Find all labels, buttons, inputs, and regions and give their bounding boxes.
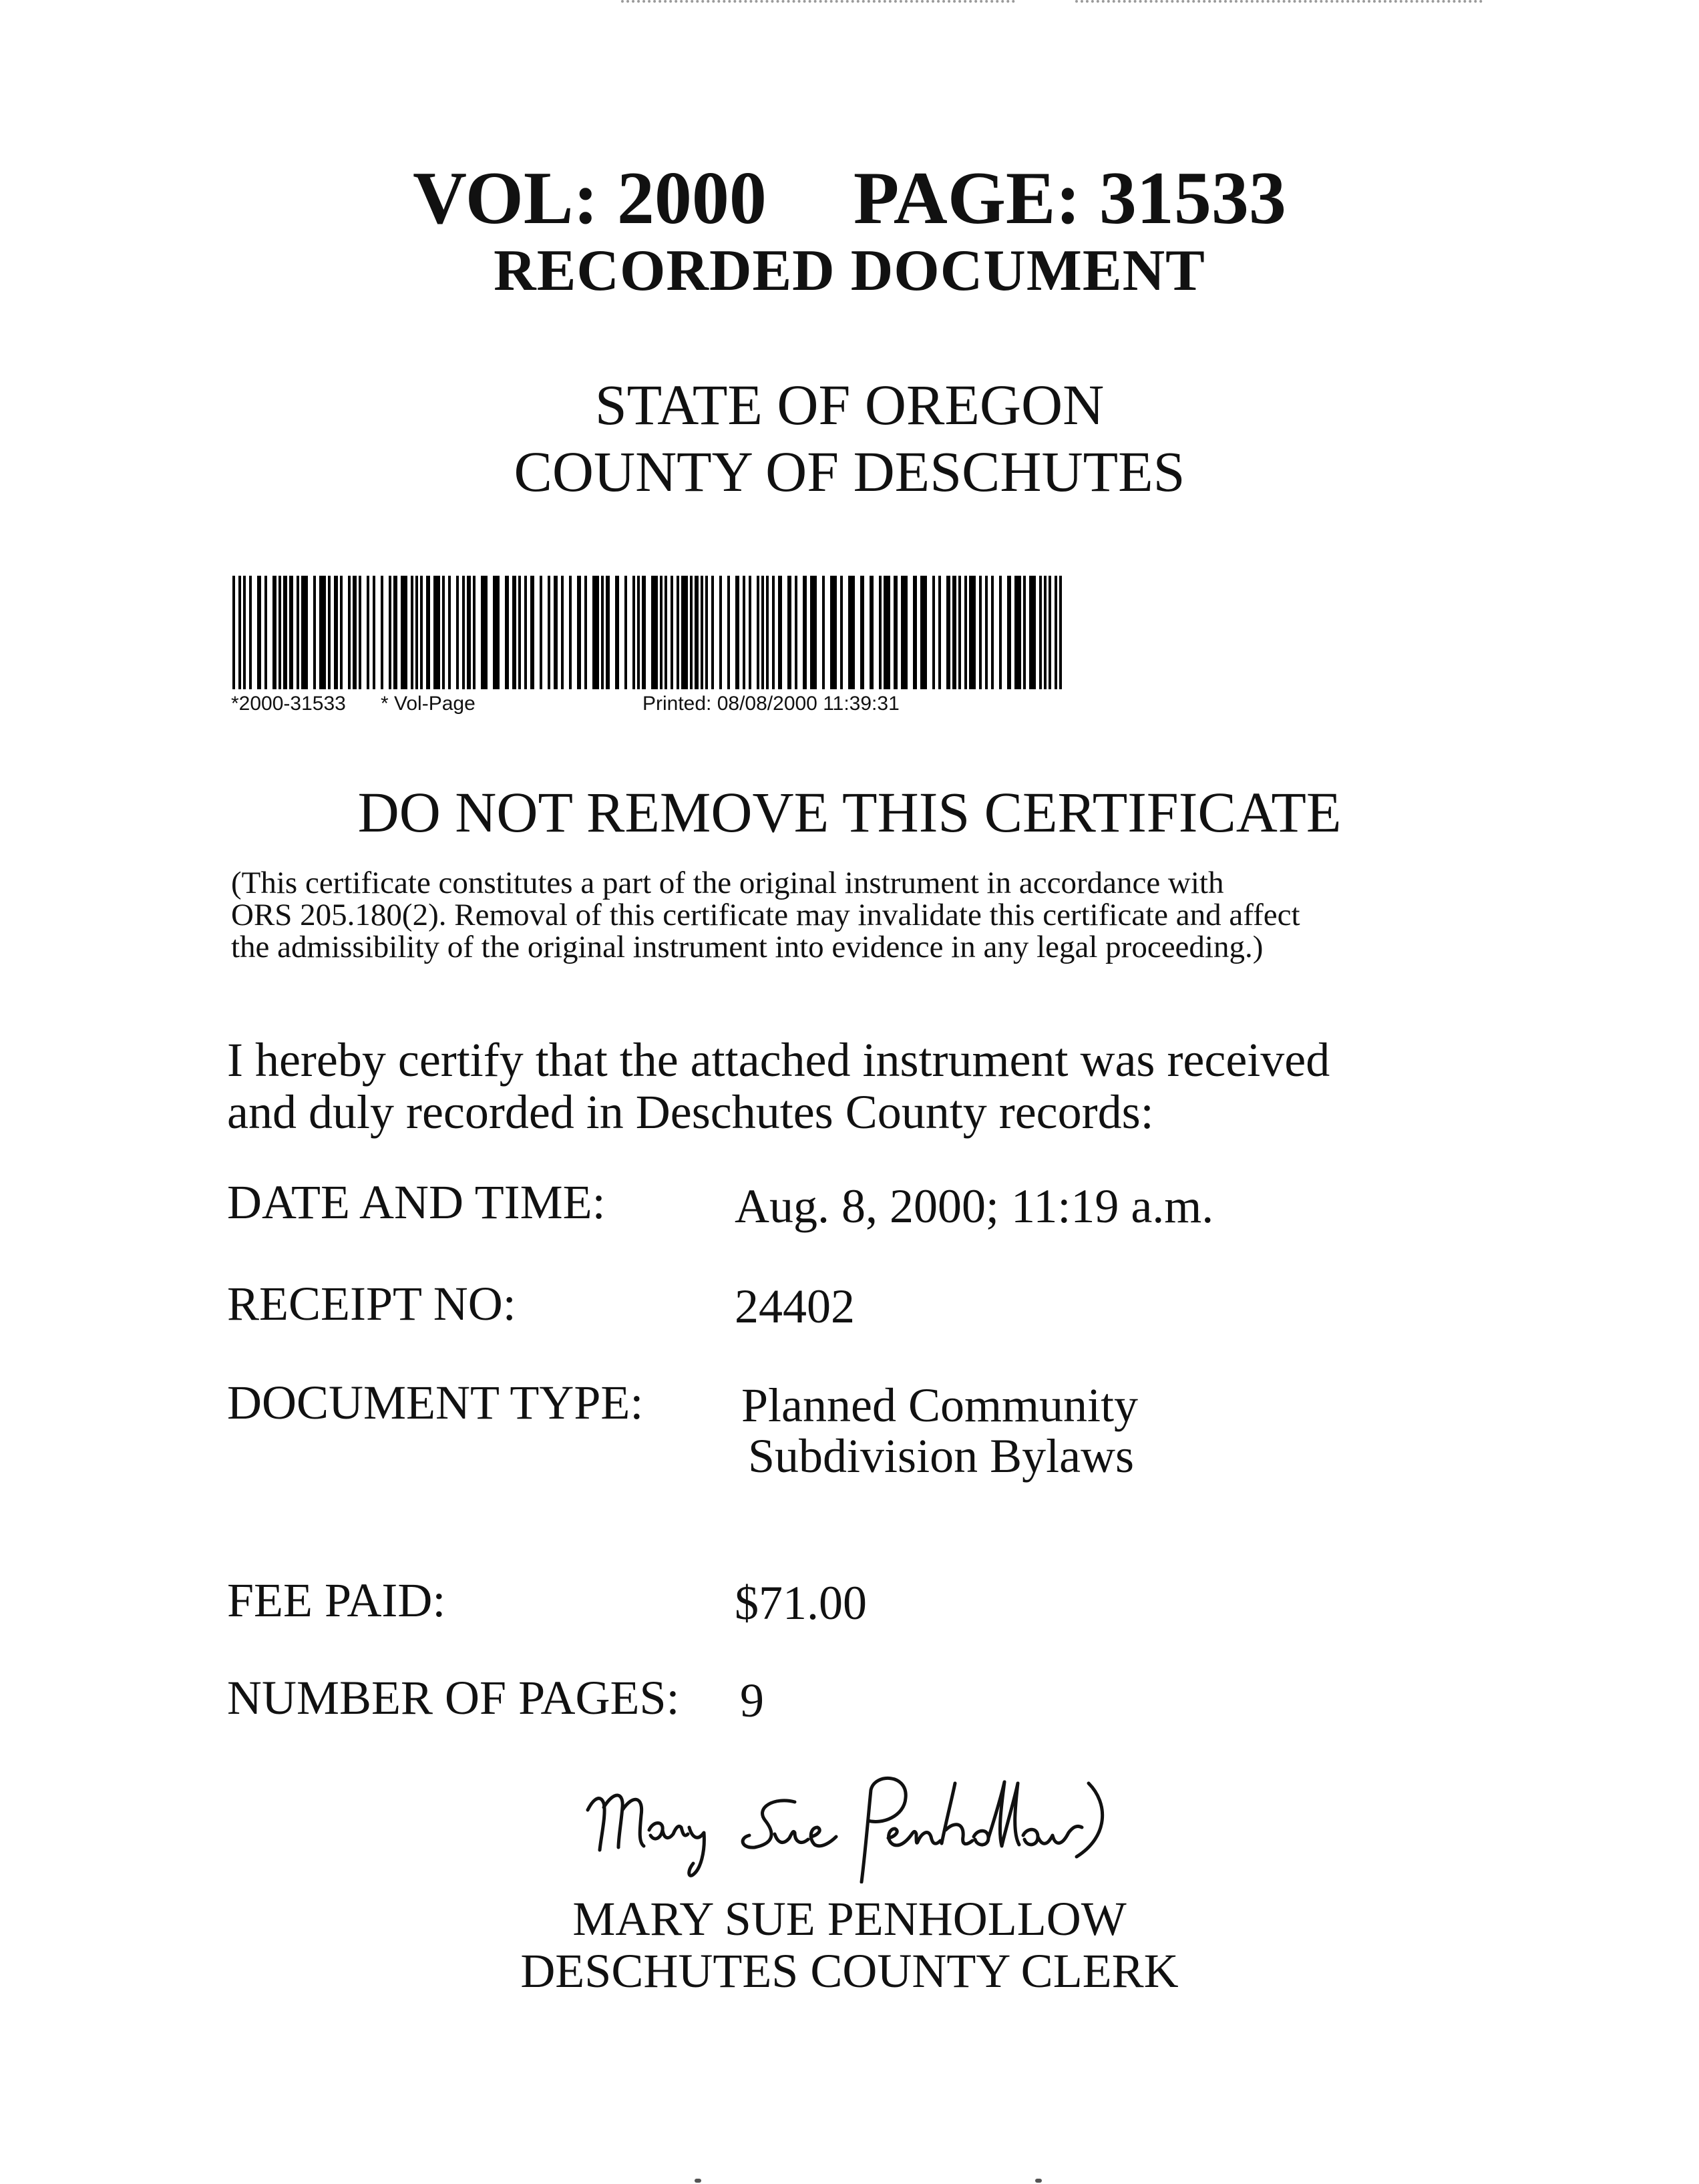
barcode-bar — [778, 576, 782, 689]
barcode-bar — [879, 576, 882, 689]
barcode-bar — [393, 576, 397, 689]
signer-name: MARY SUE PENHOLLOW — [572, 1892, 1127, 1946]
barcode-bar — [1044, 576, 1047, 689]
warning-line: ORS 205.180(2). Removal of this certificate may invalidate this certificate and affect — [231, 898, 1300, 932]
barcode-bar — [592, 576, 599, 689]
number-of-pages-value: 9 — [740, 1674, 764, 1727]
barcode-bar — [426, 576, 430, 689]
barcode-bar — [313, 576, 316, 689]
barcode-bar — [946, 576, 950, 689]
barcode-bar — [584, 576, 587, 689]
barcode-bar — [1023, 576, 1026, 689]
barcode-bar — [999, 576, 1002, 689]
barcode-bar — [420, 576, 423, 689]
barcode-bar — [359, 576, 361, 689]
barcode-bar — [283, 576, 287, 689]
barcode-bar — [462, 576, 465, 689]
receipt-number-label: RECEIPT NO: — [227, 1277, 516, 1330]
date-time-value: Aug. 8, 2000; 11:19 a.m. — [735, 1179, 1214, 1233]
barcode-bar — [1039, 576, 1042, 689]
recorded-document-heading: RECORDED DOCUMENT — [494, 238, 1205, 303]
barcode-bar — [795, 576, 797, 689]
barcode-bar — [348, 576, 351, 689]
barcode-bar — [727, 576, 730, 689]
barcode-bar — [1055, 576, 1057, 689]
barcode-bar — [964, 576, 967, 689]
barcode-bar — [505, 576, 509, 689]
barcode-bar — [554, 576, 558, 689]
fee-paid-label: FEE PAID: — [227, 1574, 446, 1627]
barcode-bar — [530, 576, 534, 689]
barcode-bar — [701, 576, 703, 689]
barcode-bar — [637, 576, 640, 689]
document-type-value-line-1: Planned Community — [741, 1379, 1138, 1432]
barcode-bar — [353, 576, 357, 689]
barcode-bar — [848, 576, 855, 689]
barcode-bar — [870, 576, 874, 689]
barcode-bar — [681, 576, 688, 689]
barcode-bar — [705, 576, 708, 689]
barcode-bar — [677, 576, 679, 689]
barcode-bar — [301, 576, 308, 689]
bottom-edge-mark-right — [1035, 2179, 1042, 2183]
barcode-bar — [671, 576, 673, 689]
barcode-bar — [577, 576, 581, 689]
barcode-bar — [743, 576, 745, 689]
barcode-bar — [467, 576, 471, 689]
barcode-bar — [456, 576, 459, 689]
barcode-bar — [606, 576, 610, 689]
barcode-bar — [787, 576, 791, 689]
barcode-bar — [367, 576, 369, 689]
barcode-bar — [1029, 576, 1036, 689]
warning-line: the admissibility of the original instrument into evidence in any legal proceeding.) — [231, 930, 1264, 964]
barcode-bar — [297, 576, 299, 689]
barcode-bar — [991, 576, 994, 689]
page-label: PAGE: 31533 — [853, 157, 1286, 240]
barcode-bar — [561, 576, 564, 689]
top-edge-dotted-mark-left — [621, 0, 1015, 3]
warning-notice — [231, 867, 1500, 963]
barcode-bar — [493, 576, 500, 689]
barcode-bar — [665, 576, 667, 689]
barcode-bar — [264, 576, 267, 689]
barcode-bar — [761, 576, 764, 689]
state-name: STATE OF OREGON — [594, 373, 1105, 437]
barcode-bar — [952, 576, 956, 689]
barcode-bar — [289, 576, 293, 689]
certification-statement — [227, 1034, 1536, 1138]
barcode-bar — [772, 576, 775, 689]
document-type-value-line-2: Subdivision Bylaws — [748, 1429, 1135, 1483]
barcode-bar — [319, 576, 326, 689]
barcode-bar — [381, 576, 383, 689]
barcode-bar — [415, 576, 418, 689]
barcode-bar — [601, 576, 604, 689]
barcode-bar — [766, 576, 769, 689]
barcode-bar — [932, 576, 935, 689]
barcode-bar — [334, 576, 338, 689]
warning-heading: DO NOT REMOVE THIS CERTIFICATE — [357, 780, 1342, 844]
barcode-bar — [257, 576, 261, 689]
barcode-bar — [958, 576, 961, 689]
barcode — [232, 576, 1062, 689]
handwritten-signature — [574, 1763, 1122, 1883]
barcode-bar — [481, 576, 488, 689]
barcode-bar — [749, 576, 751, 689]
barcode-bar — [1007, 576, 1011, 689]
barcode-bar — [920, 576, 927, 689]
barcode-bar — [615, 576, 619, 689]
barcode-bar — [803, 576, 807, 689]
certification-line: I hereby certify that the attached instrument was received — [227, 1033, 1330, 1087]
barcode-bar — [548, 576, 550, 689]
barcode-bar — [1049, 576, 1051, 689]
barcode-bar — [840, 576, 843, 689]
barcode-bar — [860, 576, 864, 689]
date-time-label: DATE AND TIME: — [227, 1175, 606, 1229]
barcode-bar — [894, 576, 898, 689]
barcode-bar — [719, 576, 722, 689]
barcode-bar — [389, 576, 391, 689]
barcode-bar — [524, 576, 527, 689]
barcode-bar — [651, 576, 658, 689]
barcode-bar — [448, 576, 451, 689]
barcode-bar — [373, 576, 375, 689]
barcode-bar — [272, 576, 276, 689]
barcode-bar — [660, 576, 663, 689]
barcode-bar — [938, 576, 941, 689]
barcode-bar — [512, 576, 516, 689]
barcode-bar — [1059, 576, 1062, 689]
barcode-bar — [473, 576, 476, 689]
barcode-bar — [433, 576, 440, 689]
barcode-bar — [632, 576, 635, 689]
barcode-bar — [969, 576, 976, 689]
document-type-label: DOCUMENT TYPE: — [227, 1376, 644, 1429]
barcode-bar — [401, 576, 407, 689]
county-name: COUNTY OF DESCHUTES — [514, 439, 1185, 504]
barcode-bar — [411, 576, 413, 689]
barcode-bar — [695, 576, 699, 689]
barcode-bar — [442, 576, 445, 689]
barcode-bar — [913, 576, 917, 689]
bottom-edge-mark-left — [695, 2179, 701, 2183]
barcode-bar — [328, 576, 331, 689]
volume-label: VOL: 2000 — [413, 157, 767, 240]
barcode-bar — [518, 576, 521, 689]
barcode-bar — [979, 576, 982, 689]
barcode-bar — [232, 576, 235, 689]
barcode-bar — [642, 576, 646, 689]
barcode-bar — [243, 576, 246, 689]
warning-line: (This certificate constitutes a part of the original instrument in accordance with — [231, 866, 1224, 900]
barcode-bar — [278, 576, 281, 689]
number-of-pages-label: NUMBER OF PAGES: — [227, 1671, 680, 1724]
fee-paid-value: $71.00 — [735, 1576, 867, 1630]
volume-page-heading — [0, 155, 1699, 242]
barcode-bar — [830, 576, 837, 689]
signer-title: DESCHUTES COUNTY CLERK — [520, 1944, 1179, 1998]
top-edge-dotted-mark-right — [1075, 0, 1483, 3]
barcode-bar — [757, 576, 759, 689]
barcode-bar — [985, 576, 988, 689]
barcode-type: * Vol-Page — [381, 693, 476, 715]
certification-line: and duly recorded in Deschutes County records: — [227, 1085, 1154, 1139]
barcode-bar — [822, 576, 825, 689]
barcode-bar — [569, 576, 572, 689]
barcode-bar — [735, 576, 739, 689]
barcode-printed-timestamp: Printed: 08/08/2000 11:39:31 — [642, 693, 900, 715]
barcode-bar — [711, 576, 714, 689]
barcode-bar — [1014, 576, 1021, 689]
barcode-bar — [884, 576, 890, 689]
barcode-bar — [238, 576, 241, 689]
receipt-number-value: 24402 — [735, 1280, 855, 1333]
barcode-bar — [540, 576, 542, 689]
barcode-bar — [690, 576, 693, 689]
barcode-bar — [249, 576, 252, 689]
barcode-bar — [901, 576, 908, 689]
barcode-bar — [624, 576, 627, 689]
barcode-bar — [810, 576, 817, 689]
barcode-bar — [340, 576, 343, 689]
barcode-number: *2000-31533 — [231, 693, 346, 715]
